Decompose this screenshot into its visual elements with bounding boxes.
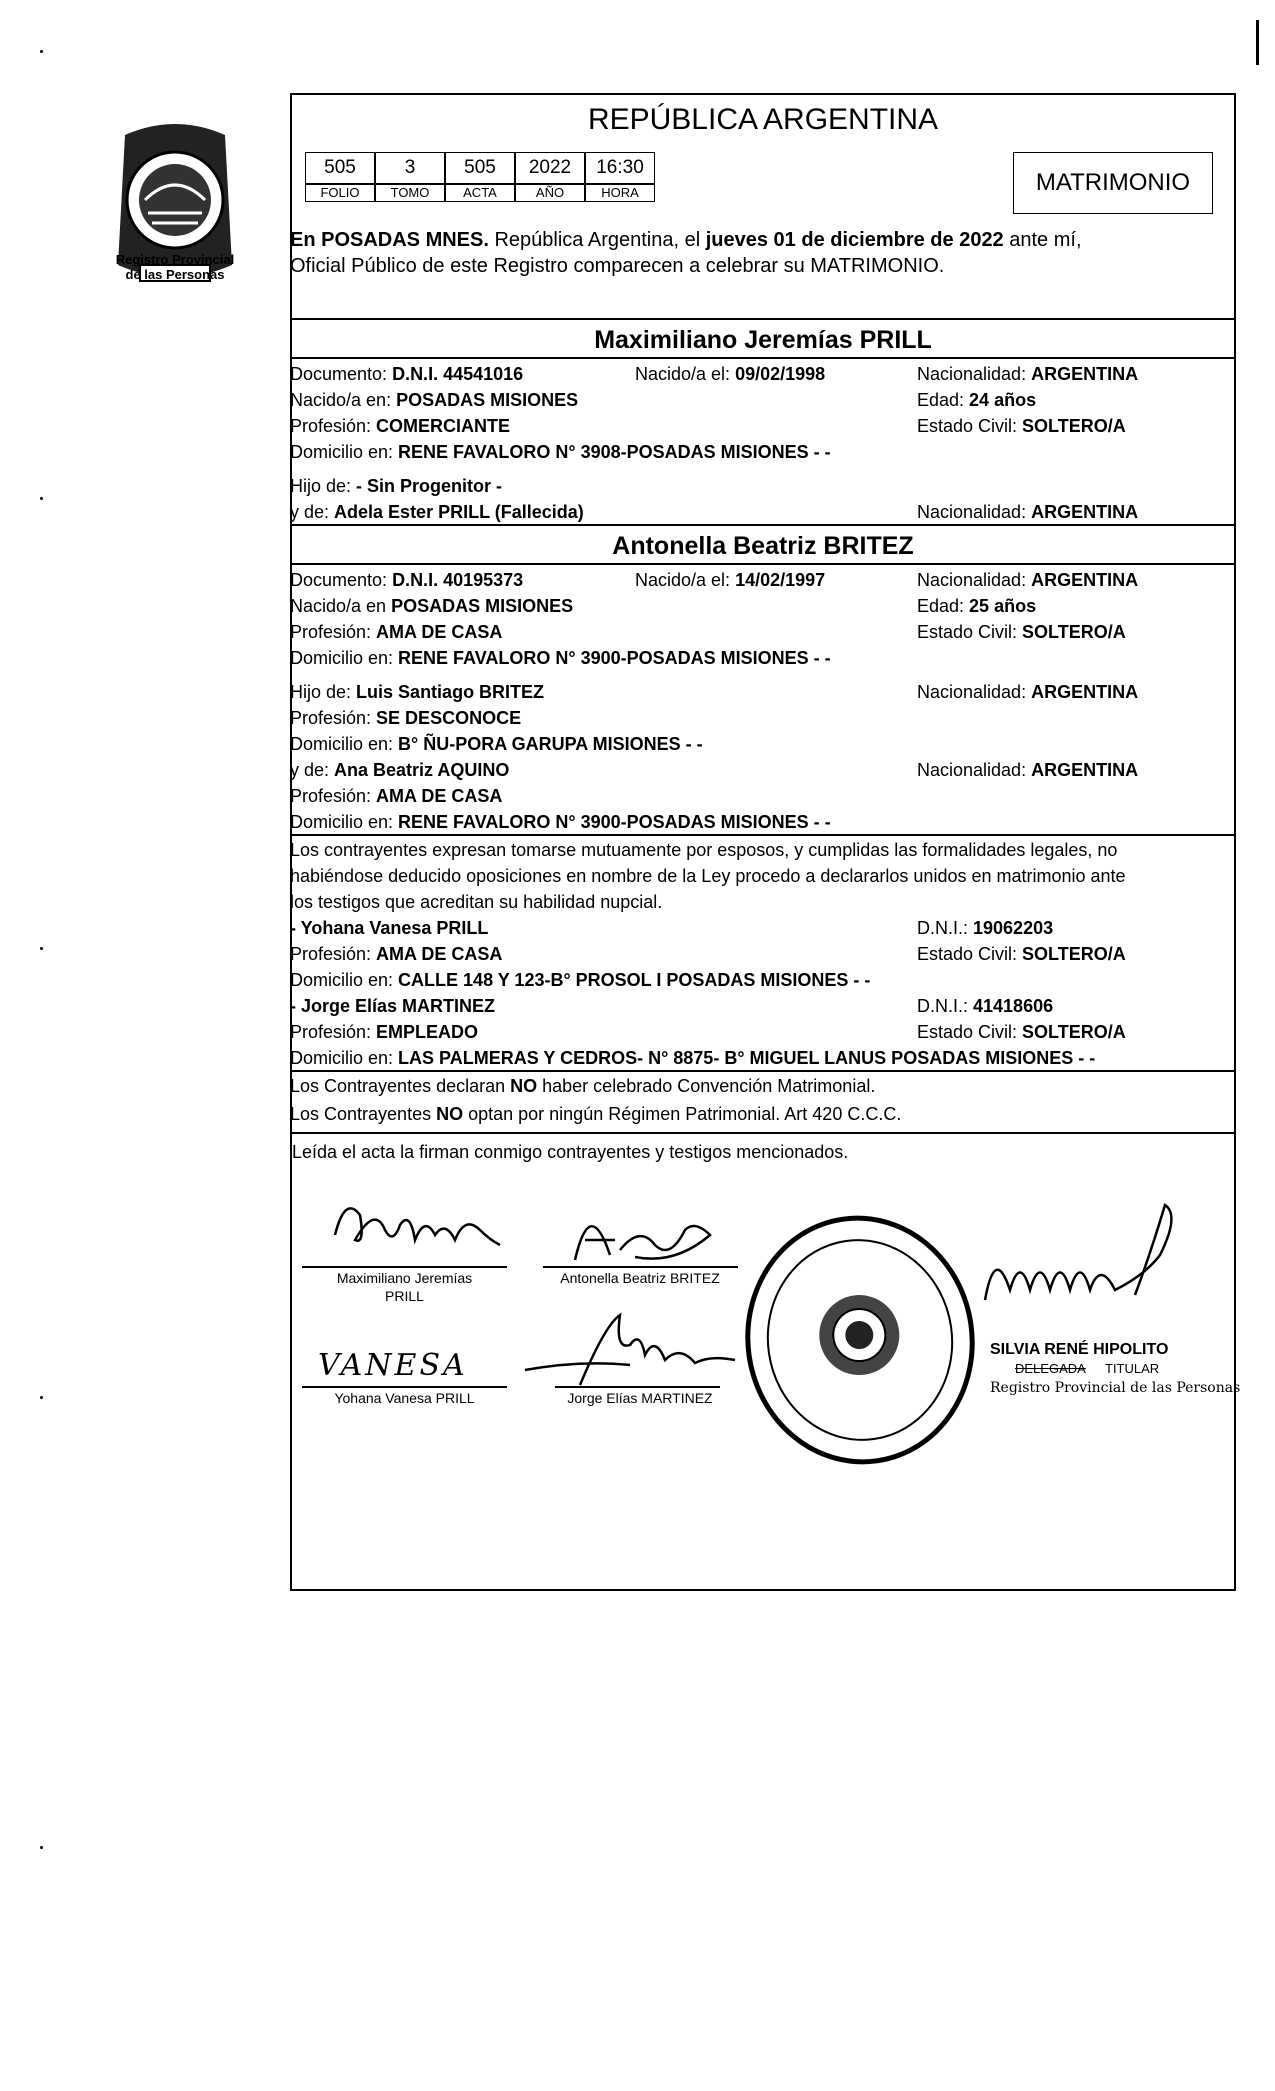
groom-profession: Profesión: COMERCIANTE bbox=[290, 416, 511, 436]
bride-signature bbox=[545, 1195, 735, 1275]
bride-profession: Profesión: AMA DE CASA bbox=[290, 622, 503, 642]
bride-document: Documento: D.N.I. 40195373 bbox=[290, 570, 524, 590]
intro-line-2: Oficial Público de este Registro comparecen a celebrar su MATRIMONIO. bbox=[290, 255, 945, 277]
divider bbox=[290, 524, 1236, 526]
tomo-label: TOMO bbox=[375, 184, 445, 202]
witness1-name: - Yohana Vanesa PRILL bbox=[290, 918, 489, 938]
witness1-profession: Profesión: AMA DE CASA bbox=[290, 944, 503, 964]
groom-signature-label-2: PRILL bbox=[385, 1288, 424, 1304]
declaration-line-3: los testigos que acreditan su habilidad nupcial. bbox=[290, 892, 663, 912]
bride-name: Antonella Beatriz BRITEZ bbox=[612, 532, 914, 560]
bride-address: Domicilio en: RENE FAVALORO N° 3900-POSADAS MISIONES - - bbox=[290, 648, 831, 668]
scan-speck bbox=[40, 497, 43, 500]
registry-name-line1: Registro Provincial bbox=[115, 252, 235, 267]
official-stamp bbox=[735, 1210, 985, 1470]
folio-label: FOLIO bbox=[305, 184, 375, 202]
registry-name-line2: de las Personas bbox=[125, 267, 225, 282]
witness2-signature-label: Jorge Elías MARTINEZ bbox=[567, 1390, 713, 1406]
groom-age: Edad: 24 años bbox=[917, 390, 1037, 410]
groom-nationality: Nacionalidad: ARGENTINA bbox=[917, 364, 1139, 384]
tomo-value: 3 bbox=[375, 152, 445, 184]
bride-civil-status: Estado Civil: SOLTERO/A bbox=[917, 622, 1126, 642]
folio-value: 505 bbox=[305, 152, 375, 184]
bride-signature-line bbox=[543, 1266, 738, 1268]
divider bbox=[290, 834, 1236, 836]
declaration-line-1: Los contrayentes expresan tomarse mutuamente por esposos, y cumplidas las formalidades legales, no bbox=[290, 840, 1118, 860]
witness2-address: Domicilio en: LAS PALMERAS Y CEDROS- N° 8875- B° MIGUEL LANUS POSADAS MISIONES - - bbox=[290, 1048, 1096, 1068]
groom-mother-nationality: Nacionalidad: ARGENTINA bbox=[917, 502, 1139, 522]
bride-birthplace: Nacido/a en POSADAS MISIONES bbox=[290, 596, 574, 616]
groom-signature bbox=[315, 1185, 515, 1270]
bride-nationality: Nacionalidad: ARGENTINA bbox=[917, 570, 1139, 590]
regime-line-2: Los Contrayentes NO optan por ningún Régimen Patrimonial. Art 420 C.C.C. bbox=[290, 1104, 902, 1124]
regime-line-1: Los Contrayentes declaran NO haber celebrado Convención Matrimonial. bbox=[290, 1076, 876, 1096]
officer-role: TITULAR bbox=[1105, 1361, 1160, 1376]
scan-speck bbox=[40, 1846, 43, 1849]
intro-line-1: En POSADAS MNES. República Argentina, el jueves 01 de diciembre de 2022 ante mí, bbox=[290, 229, 1082, 251]
divider bbox=[290, 1132, 1236, 1134]
groom-name: Maximiliano Jeremías PRILL bbox=[594, 326, 932, 354]
scan-speck bbox=[40, 50, 43, 53]
certificate-title: REPÚBLICA ARGENTINA bbox=[587, 103, 939, 136]
witness1-address: Domicilio en: CALLE 148 Y 123-B° PROSOL I POSADAS MISIONES - - bbox=[290, 970, 871, 990]
groom-signature-line bbox=[302, 1266, 507, 1268]
witness1-signature-line bbox=[302, 1386, 507, 1388]
witness1-signature: VANESA bbox=[318, 1348, 468, 1383]
officer-organization: Registro Provincial de las Personas bbox=[990, 1380, 1241, 1396]
bride-father-address: Domicilio en: B° ÑU-PORA GARUPA MISIONES - - bbox=[290, 734, 703, 754]
acta-value: 505 bbox=[445, 152, 515, 184]
witness1-signature-label: Yohana Vanesa PRILL bbox=[334, 1390, 475, 1406]
closing-text: Leída el acta la firman conmigo contrayentes y testigos mencionados. bbox=[292, 1142, 849, 1162]
groom-father: Hijo de: - Sin Progenitor - bbox=[290, 476, 503, 496]
groom-document: Documento: D.N.I. 44541016 bbox=[290, 364, 524, 384]
bride-signature-label: Antonella Beatriz BRITEZ bbox=[560, 1270, 720, 1286]
divider bbox=[290, 318, 1236, 320]
scan-speck bbox=[40, 1396, 43, 1399]
witness1-civil-status: Estado Civil: SOLTERO/A bbox=[917, 944, 1126, 964]
groom-birthplace: Nacido/a en: POSADAS MISIONES bbox=[290, 390, 579, 410]
bride-father-profession: Profesión: SE DESCONOCE bbox=[290, 708, 522, 728]
witness2-signature-line bbox=[555, 1386, 720, 1388]
groom-mother: y de: Adela Ester PRILL (Fallecida) bbox=[290, 502, 584, 522]
groom-address: Domicilio en: RENE FAVALORO N° 3908-POSADAS MISIONES - - bbox=[290, 442, 831, 462]
bride-father: Hijo de: Luis Santiago BRITEZ bbox=[290, 682, 545, 702]
bride-mother: y de: Ana Beatriz AQUINO bbox=[290, 760, 510, 780]
witness2-signature bbox=[520, 1305, 745, 1395]
bride-mother-address: Domicilio en: RENE FAVALORO N° 3900-POSADAS MISIONES - - bbox=[290, 812, 831, 832]
anio-value: 2022 bbox=[515, 152, 585, 184]
divider bbox=[290, 1070, 1236, 1072]
groom-birth-date: Nacido/a el: 09/02/1998 bbox=[635, 364, 826, 384]
divider bbox=[290, 563, 1236, 565]
anio-label: AÑO bbox=[515, 184, 585, 202]
bride-age: Edad: 25 años bbox=[917, 596, 1037, 616]
witness2-dni: D.N.I.: 41418606 bbox=[917, 996, 1054, 1016]
officer-signature bbox=[975, 1195, 1205, 1325]
witness2-profession: Profesión: EMPLEADO bbox=[290, 1022, 479, 1042]
acta-label: ACTA bbox=[445, 184, 515, 202]
groom-signature-label-1: Maximiliano Jeremías bbox=[336, 1270, 473, 1286]
hora-label: HORA bbox=[585, 184, 655, 202]
scan-mark bbox=[1256, 20, 1259, 65]
bride-father-nationality: Nacionalidad: ARGENTINA bbox=[917, 682, 1139, 702]
certificate-type-box: MATRIMONIO bbox=[1013, 152, 1213, 214]
groom-civil-status: Estado Civil: SOLTERO/A bbox=[917, 416, 1126, 436]
witness1-dni: D.N.I.: 19062203 bbox=[917, 918, 1054, 938]
divider bbox=[290, 357, 1236, 359]
declaration-line-2: habiéndose deducido oposiciones en nombre de la Ley procedo a declararlos unidos en matrimonio ante bbox=[290, 866, 1126, 886]
hora-value: 16:30 bbox=[585, 152, 655, 184]
bride-mother-nationality: Nacionalidad: ARGENTINA bbox=[917, 760, 1139, 780]
bride-birth-date: Nacido/a el: 14/02/1997 bbox=[635, 570, 826, 590]
bride-mother-profession: Profesión: AMA DE CASA bbox=[290, 786, 503, 806]
witness2-name: - Jorge Elías MARTINEZ bbox=[290, 996, 496, 1016]
officer-role-struck: DELEGADA bbox=[1015, 1361, 1086, 1376]
scan-speck bbox=[40, 947, 43, 950]
witness2-civil-status: Estado Civil: SOLTERO/A bbox=[917, 1022, 1126, 1042]
officer-name: SILVIA RENÉ HIPOLITO bbox=[990, 1341, 1169, 1358]
